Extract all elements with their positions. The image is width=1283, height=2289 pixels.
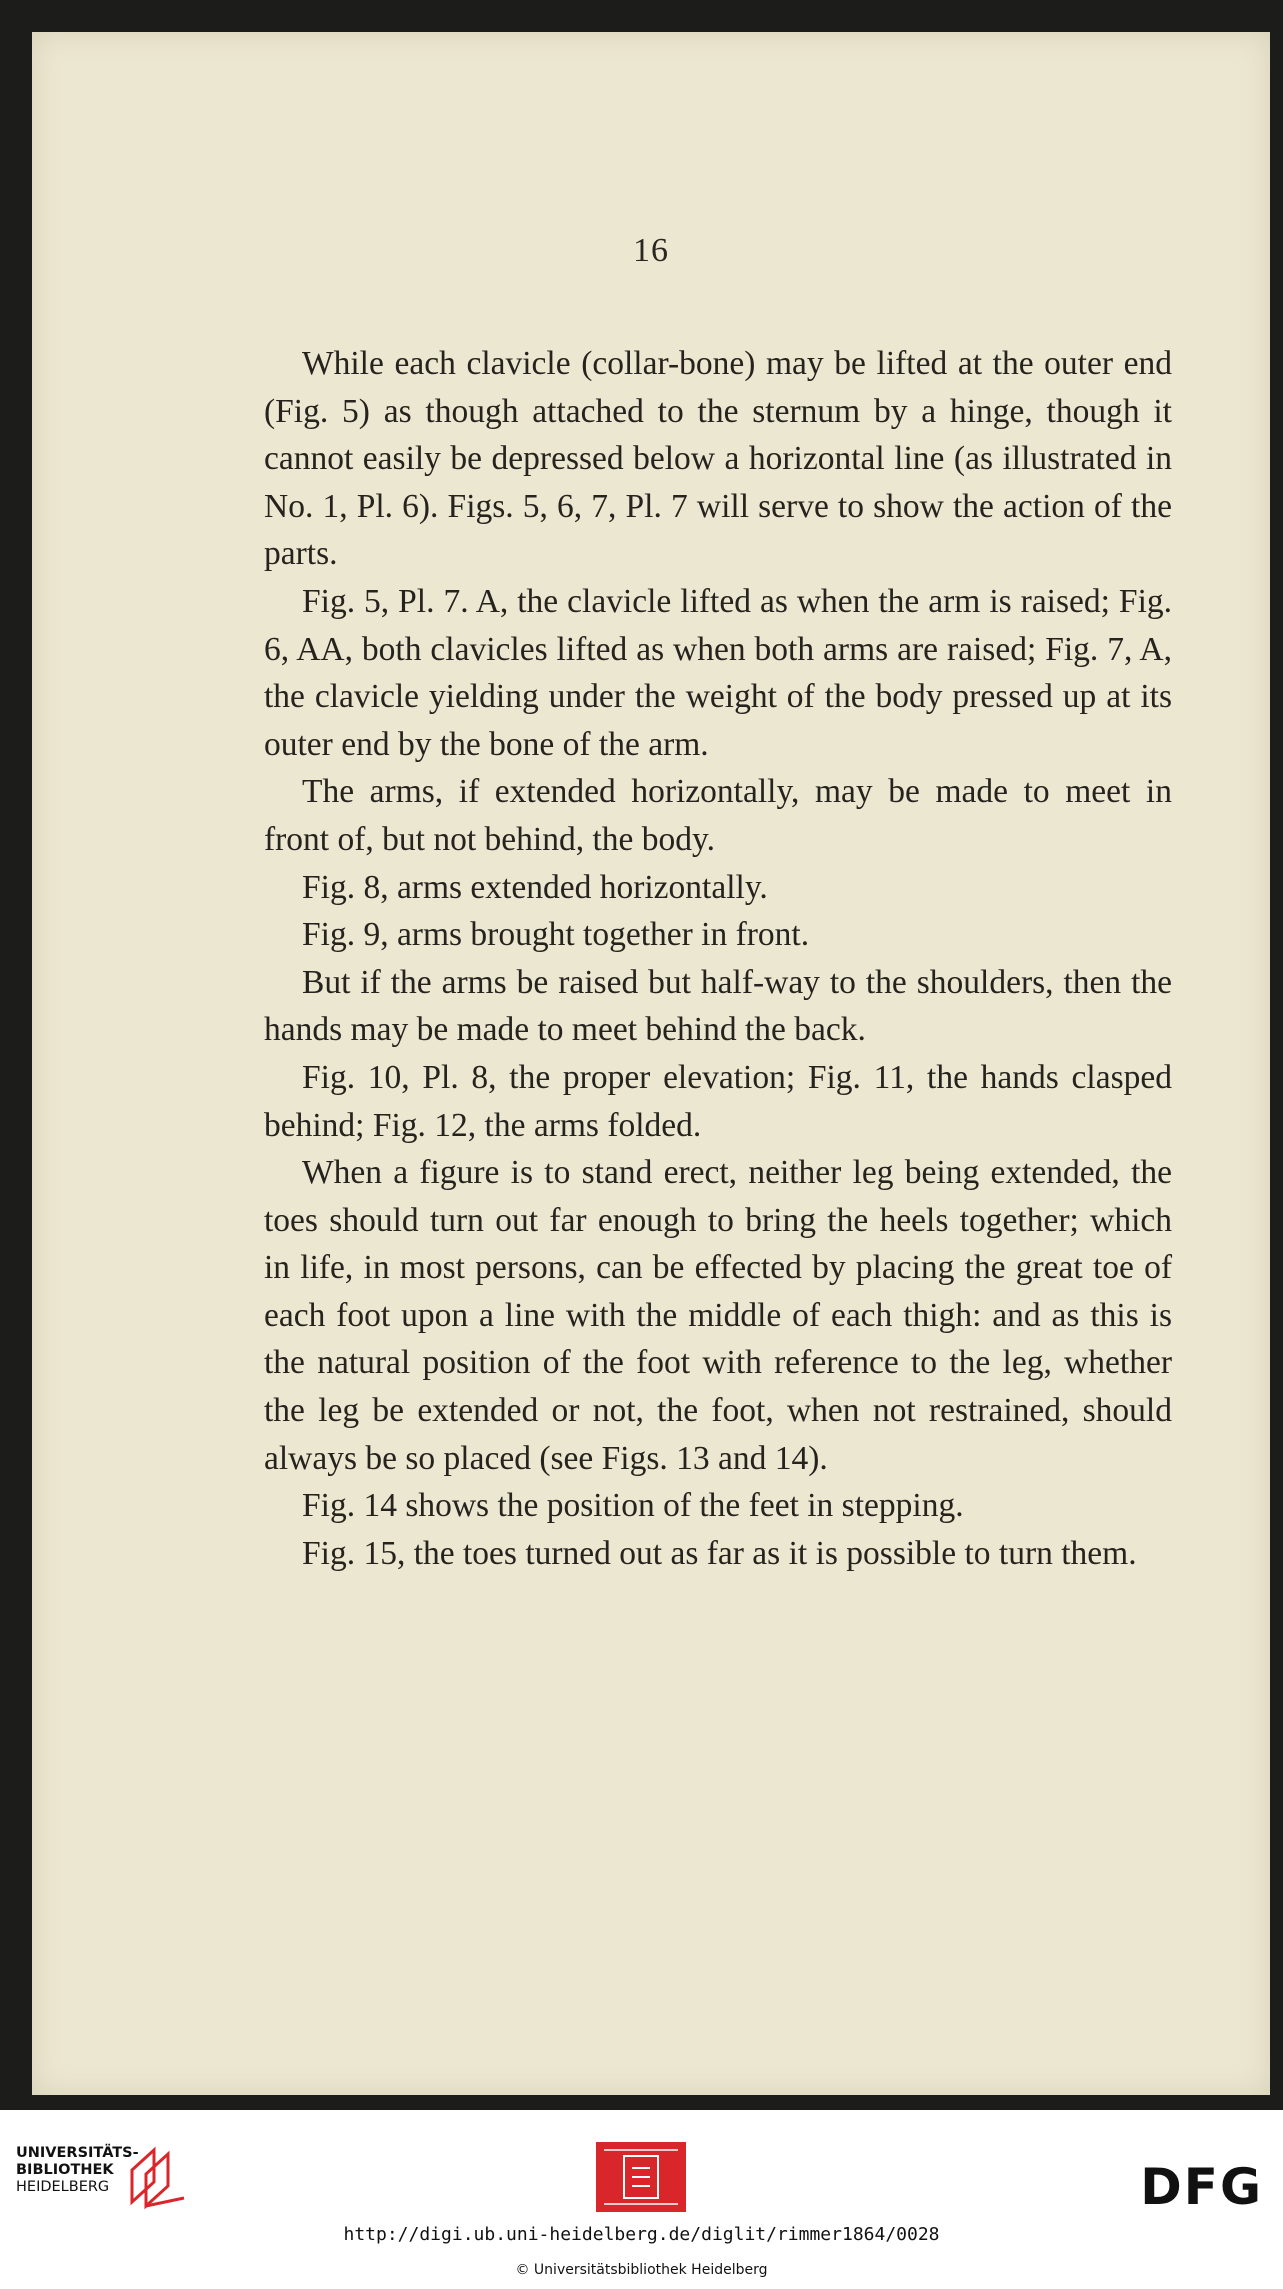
library-mark-icon — [124, 2140, 194, 2210]
page-number: 16 — [633, 232, 669, 269]
copyright-notice: © Universitätsbibliothek Heidelberg — [515, 2262, 768, 2278]
library-name-line: HEIDELBERG — [16, 2179, 110, 2195]
paragraph: Fig. 14 shows the position of the feet in stepping. — [302, 1487, 964, 1525]
book-page — [32, 32, 1270, 2095]
footer — [0, 2110, 1283, 2289]
paragraph: The arms, if extended horizontally, may be made to meet in front of, but not behind, the body. — [264, 773, 1172, 858]
library-name-line: UNIVERSITÄTS- — [16, 2145, 139, 2161]
paragraph: But if the arms be raised but half-way to the shoulders, then the hands may be made to meet behind the back. — [264, 963, 1172, 1049]
paragraph: Fig. 9, arms brought together in front. — [302, 916, 810, 954]
permalink-url[interactable]: http://digi.ub.uni-heidelberg.de/diglit/rimmer1864/0028 — [343, 2224, 940, 2245]
dfg-logo[interactable]: DFG — [1140, 2158, 1263, 2216]
digitization-badge-icon[interactable] — [596, 2142, 686, 2212]
paragraph: When a figure is to stand erect, neither leg being extended, the toes should turn out far enough to bring the heels together; which in life, in most persons, can be effected by placing the great toe of each foot upon a line with the middle of each thigh: and as this is the natural position of the foot with reference to the leg, whether the leg be extended or not, the foot, when not restrained, should always be so placed (see Figs. 13 and 14). — [264, 1154, 1172, 1477]
university-library-logo[interactable] — [16, 2140, 206, 2220]
library-name-line: BIBLIOTHEK — [16, 2162, 114, 2178]
paragraph: Fig. 15, the toes turned out as far as it is possible to turn them. — [302, 1534, 1137, 1572]
page-body-text — [264, 340, 1172, 1577]
library-name — [16, 2145, 139, 2196]
paragraph: Fig. 5, Pl. 7. A, the clavicle lifted as when the arm is raised; Fig. 6, AA, both clavicles lifted as when both arms are raised; Fig. 7, A, the clavicle yielding under the weight of the body pressed up at its outer end by the bone of the arm. — [264, 582, 1172, 763]
paragraph: Fig. 8, arms extended horizontally. — [302, 868, 768, 906]
paragraph: Fig. 10, Pl. 8, the proper elevation; Fig. 11, the hands clasped behind; Fig. 12, the arms folded. — [264, 1058, 1172, 1144]
paragraph: While each clavicle (collar-bone) may be lifted at the outer end (Fig. 5) as though attached to the sternum by a hinge, though it cannot easily be depressed below a horizontal line (as illustrated in No. 1, Pl. 6). Figs. 5, 6, 7, Pl. 7 will serve to show the action of the parts. — [264, 345, 1172, 573]
